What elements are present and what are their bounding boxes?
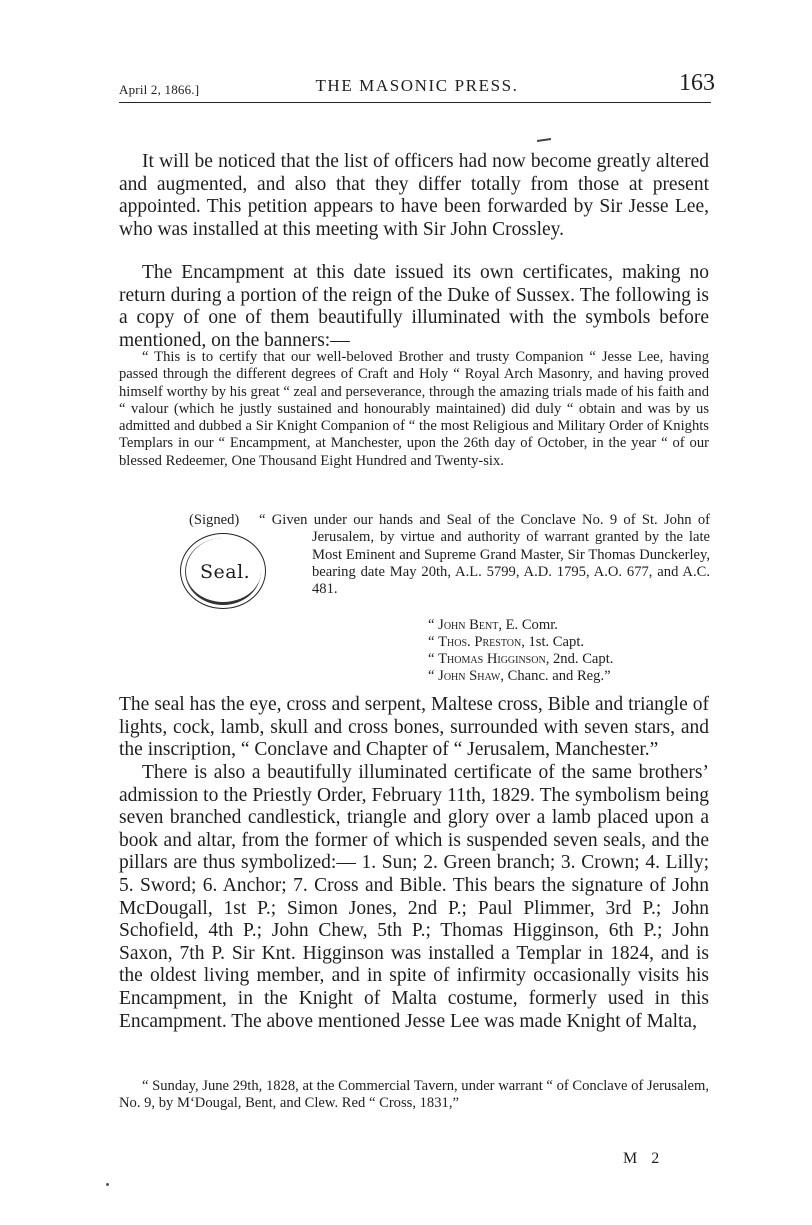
running-head-title: THE MASONIC PRESS. xyxy=(315,76,519,95)
signatory-name: John Bent xyxy=(438,617,499,633)
ink-mark xyxy=(537,138,551,142)
page-number: 163 xyxy=(679,70,715,96)
signature-mark: M 2 xyxy=(623,1150,665,1167)
signatory-name: Thomas Higginson xyxy=(438,651,546,667)
signatory-name: Thos. Preston xyxy=(438,634,522,650)
signatory-name: John Shaw xyxy=(438,668,501,684)
sunday-quote: “ Sunday, June 29th, 1828, at the Commercial Tavern, under warrant “ of Conclave of Jerusalem, No. 9, by M‘Dougal, Bent, and Clew. Red “ Cross, 1831,” xyxy=(119,1078,709,1112)
signature-line: “ John Bent, E. Comr. xyxy=(428,617,558,633)
ink-dot xyxy=(106,1183,109,1186)
signed-label: (Signed) xyxy=(189,512,240,528)
signature-line: “ John Shaw, Chanc. and Reg.” xyxy=(428,668,611,684)
paragraph-seal-description: The seal has the eye, cross and serpent, Maltese cross, Bible and triangle of lights, cock, lamb, skull and cross bones, surrounded with seven stars, and the inscription, “ Conclave and Chapter of “ Jerusalem, Manchester.” xyxy=(119,694,709,761)
running-head-date: April 2, 1866.] xyxy=(119,82,200,97)
seal-word: Seal. xyxy=(200,561,251,583)
seal-given-text: “ Given under our hands and Seal of the Conclave No. 9 of St. John of Jerusalem, by virtue and authority of warrant granted by the late Most Eminent and Supreme Grand Master, Sir Thomas Dunckerley, bearing date May 20th, A.L. 5799, A.D. 1795, A.O. 677, and A.C. 481. xyxy=(259,512,710,598)
paragraph-priestly-order: There is also a beautifully illuminated certificate of the same brothers’ admission to the Priestly Order, February 11th, 1829. The symbolism being seven branched candlestick, triangle and glory over a lamb placed upon a book and altar, from the former of which is suspended seven seals, and the pillars are thus symbolized:— 1. Sun; 2. Green branch; 3. Crown; 4. Lilly; 5. Sword; 6. Anchor; 7. Cross and Bible. This bears the signature of John McDougall, 1st P.; Simon Jones, 2nd P.; Paul Plimmer, 3rd P.; John Schofield, 4th P.; John Chew, 5th P.; Thomas Higginson, 6th P.; John Saxon, 7th P. Sir Knt. Higginson was installed a Templar in 1824, and is the oldest living member, and in spite of infirmity occasionally visits his Encampment, in the Knight of Malta costume, formerly used in this Encampment. The above mentioned Jesse Lee was made Knight of Malta, xyxy=(119,762,709,1032)
paragraph-officers: It will be noticed that the list of officers had now become greatly altered and augmented, and also that they differ totally from those at present appointed. This petition appears to have been forwarded by Sir Jesse Lee, who was installed at this meeting with Sir John Crossley. xyxy=(119,151,709,240)
header-rule xyxy=(119,102,711,103)
signature-line: “ Thos. Preston, 1st. Capt. xyxy=(428,634,585,650)
certificate-quote: “ This is to certify that our well-beloved Brother and trusty Companion “ Jesse Lee, having passed through the different degrees of Craft and Holy “ Royal Arch Masonry, and having proved himself worthy by his great “ zeal and perseverance, through the amazing trials made of his faith and “ valour (which he justly sustained and honourably maintained) did duly “ obtain and was by us admitted and dubbed a Sir Knight Companion of “ the most Religious and Military Order of Knights Templars in our “ Encampment, at Manchester, upon the 26th day of October, in the year “ of our blessed Redeemer, One Thousand Eight Hundred and Twenty-six. xyxy=(119,349,709,469)
signature-line: “ Thomas Higginson, 2nd. Capt. xyxy=(428,651,614,667)
paragraph-encampment: The Encampment at this date issued its own certificates, making no return during a portion of the reign of the Duke of Sussex. The following is a copy of one of them beautifully illuminated with the symbols before mentioned, on the banners:— xyxy=(119,262,709,351)
